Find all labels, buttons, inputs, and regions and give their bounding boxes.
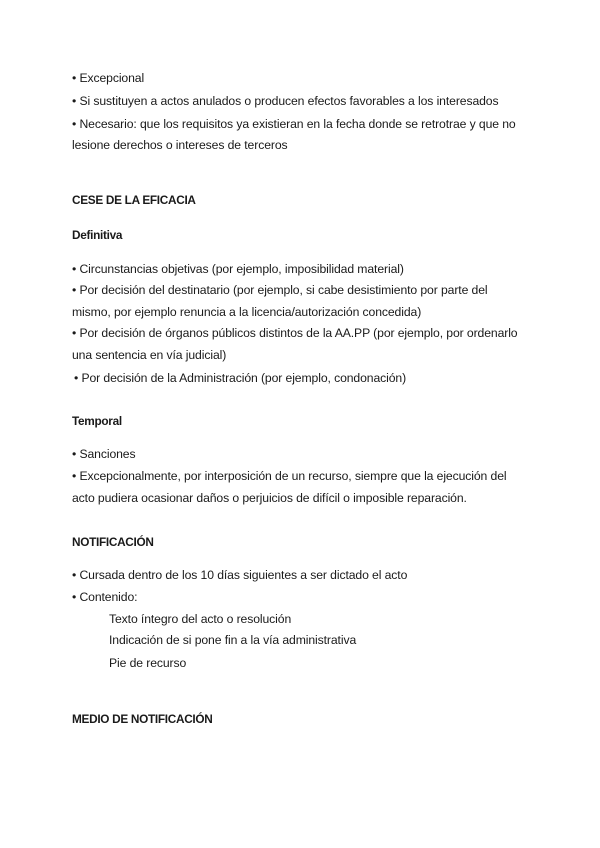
section-heading-cese: CESE DE LA EFICACIA <box>72 193 196 207</box>
contenido-item-pie: Pie de recurso <box>109 656 187 670</box>
temporal-line-excepcionalmente-cont: acto pudiera ocasionar daños o perjuicios de difícil o imposible reparación. <box>72 491 467 505</box>
notificacion-line-contenido: • Contenido: <box>72 590 138 604</box>
contenido-item-texto: Texto íntegro del acto o resolución <box>109 612 292 626</box>
notificacion-line-cursada: • Cursada dentro de los 10 días siguientes a ser dictado el acto <box>72 568 408 582</box>
intro-line-sustituyen: • Si sustituyen a actos anulados o producen efectos favorables a los interesados <box>72 94 499 108</box>
section-heading-medio: MEDIO DE NOTIFICACIÓN <box>72 712 213 726</box>
definitiva-line-destinatario-cont: mismo, por ejemplo renuncia a la licencia/autorización concedida) <box>72 305 422 319</box>
definitiva-line-destinatario: • Por decisión del destinatario (por ejemplo, si cabe desistimiento por parte del <box>72 283 488 297</box>
section-heading-notificacion: NOTIFICACIÓN <box>72 535 154 549</box>
intro-line-necesario-cont: lesione derechos o intereses de terceros <box>72 138 288 152</box>
definitiva-line-circunstancias: • Circunstancias objetivas (por ejemplo, imposibilidad material) <box>72 262 404 276</box>
temporal-line-excepcionalmente: • Excepcionalmente, por interposición de un recurso, siempre que la ejecución del <box>72 469 507 483</box>
intro-line-excepcional: • Excepcional <box>72 71 145 85</box>
definitiva-line-organos: • Por decisión de órganos públicos distintos de la AA.PP (por ejemplo, por ordenarlo <box>72 326 518 340</box>
definitiva-line-organos-cont: una sentencia en vía judicial) <box>72 348 227 362</box>
subheading-definitiva: Definitiva <box>72 228 123 242</box>
definitiva-line-administracion: • Por decisión de la Administración (por ejemplo, condonación) <box>74 371 407 385</box>
temporal-line-sanciones: • Sanciones <box>72 447 136 461</box>
subheading-temporal: Temporal <box>72 414 122 428</box>
contenido-item-indicacion: Indicación de si pone fin a la vía administrativa <box>109 633 357 647</box>
intro-line-necesario: • Necesario: que los requisitos ya existieran en la fecha donde se retrotrae y que no <box>72 117 516 131</box>
